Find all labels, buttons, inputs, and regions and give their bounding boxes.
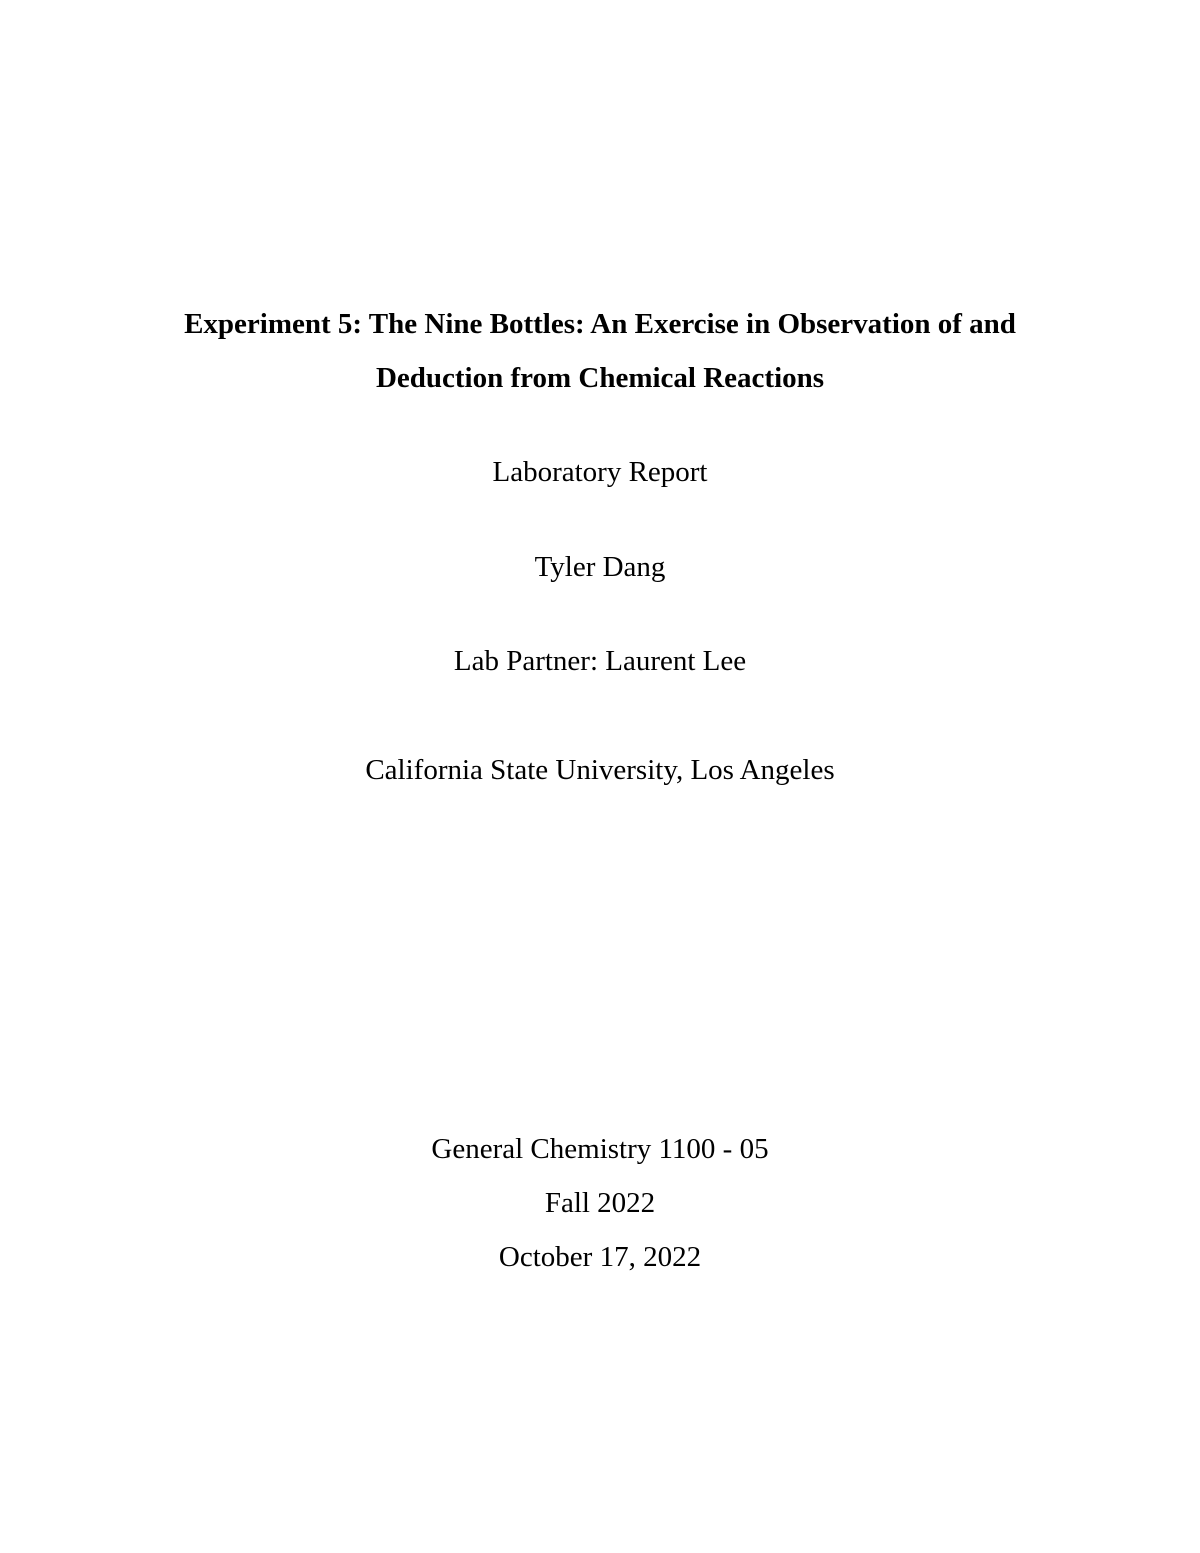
term: Fall 2022	[544, 1187, 656, 1219]
university-name: California State University, Los Angeles	[365, 754, 835, 786]
report-date: October 17, 2022	[498, 1241, 702, 1273]
report-title-line-2: Deduction from Chemical Reactions	[375, 362, 825, 394]
report-type: Laboratory Report	[492, 456, 708, 488]
author-name: Tyler Dang	[534, 551, 666, 583]
course-name: General Chemistry 1100 - 05	[431, 1133, 769, 1165]
report-title-line-1: Experiment 5: The Nine Bottles: An Exercise in Observation of and	[184, 308, 1016, 340]
lab-partner: Lab Partner: Laurent Lee	[453, 645, 747, 677]
